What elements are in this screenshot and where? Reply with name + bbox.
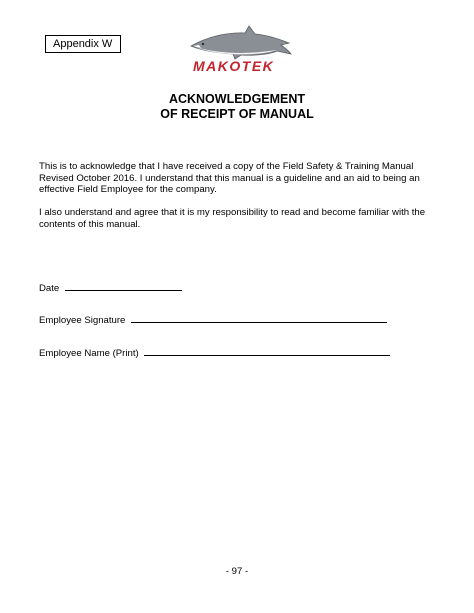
date-field: [39, 281, 182, 295]
date-blank-line[interactable]: [65, 281, 182, 291]
acknowledgement-paragraph: This is to acknowledge that I have received a copy of the Field Safety & Training Manual Revised October 2016. I understand that this manual is a guideline and an aid to being an effective Field Employee for the company.: [39, 161, 420, 195]
page-title-line2: OF RECEIPT OF MANUAL: [160, 107, 314, 121]
page-number: - 97 -: [225, 566, 249, 577]
employee-signature-field: [39, 313, 387, 327]
date-label: Date: [39, 283, 60, 294]
responsibility-paragraph: I also understand and agree that it is my responsibility to read and become familiar with the contents of this manual.: [39, 207, 426, 230]
employee-name-label: Employee Name (Print): [39, 348, 139, 359]
name-blank-line[interactable]: [144, 346, 390, 356]
signature-blank-line[interactable]: [131, 313, 387, 323]
makotek-logo: [185, 24, 295, 76]
appendix-label: Appendix W: [45, 35, 121, 53]
page-title-line1: ACKNOWLEDGEMENT: [168, 92, 306, 106]
employee-name-field: [39, 346, 390, 360]
employee-signature-label: Employee Signature: [39, 315, 126, 326]
logo-text: MAKOTEK: [193, 58, 275, 74]
